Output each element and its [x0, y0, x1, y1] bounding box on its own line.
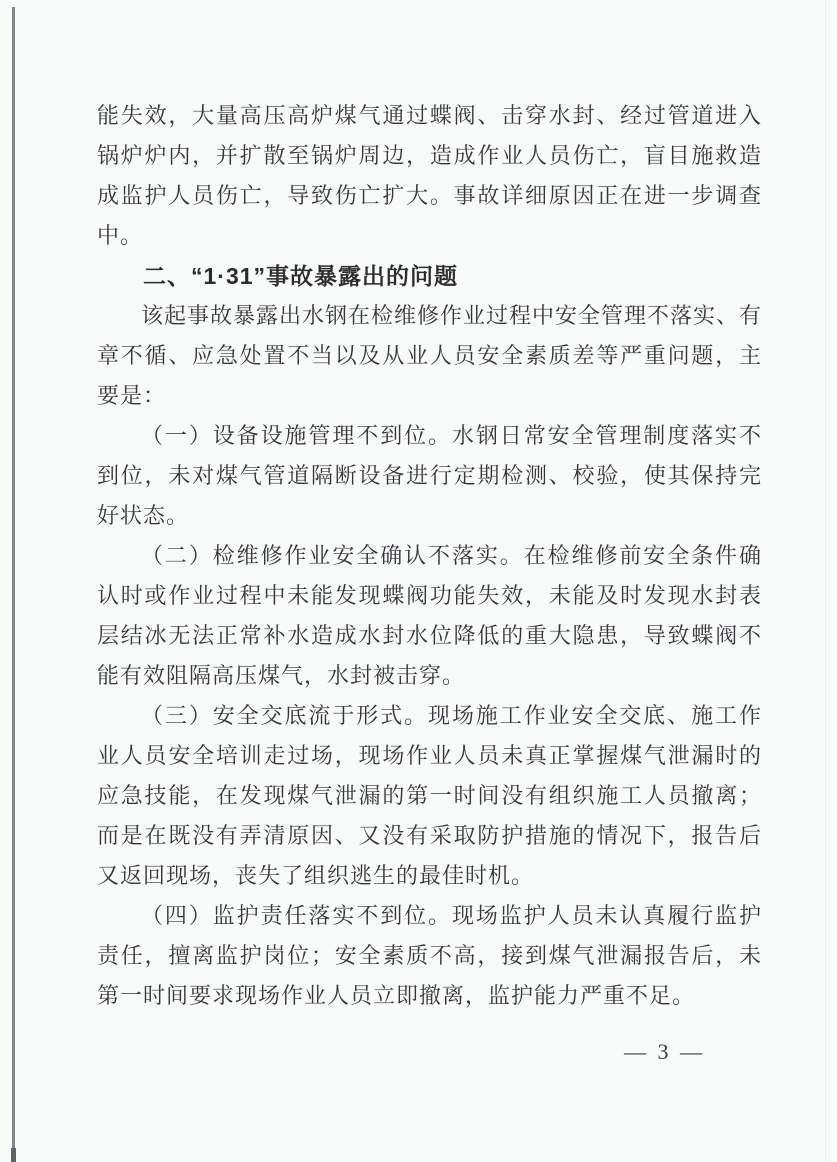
section-heading: 二、“1·31”事故暴露出的问题	[143, 263, 459, 289]
finding-item-4-text: 现场监护人员未认真履行监护责任，擅离监护岗位；安全素质不高，接到煤气泄漏报告后，未第一时间要求现场作业人员立即撤离，监护能力严重不足。	[97, 903, 762, 1008]
finding-item-4-lead: （四）监护责任落实不到位。	[141, 903, 452, 928]
finding-item-2-text: 在检维修前安全条件确认时或作业过程中未能发现蝶阀功能失效，未能及时发现水封表层结冰无法正常补水造成水封水位降低的重大隐患，导致蝶阀不能有效阻隔高压煤气，水封被击穿。	[97, 543, 762, 688]
finding-item-1	[97, 416, 762, 536]
finding-item-3	[97, 696, 762, 896]
page-number: — 3 —	[624, 1039, 705, 1064]
finding-item-4	[97, 896, 762, 1016]
finding-item-2-lead: （二）检维修作业安全确认不落实。	[141, 543, 524, 568]
document-body	[97, 96, 762, 1072]
finding-item-3-lead: （三）安全交底流于形式。	[141, 703, 429, 728]
finding-item-2	[97, 536, 762, 696]
paper-right-edge	[825, 0, 837, 1162]
finding-item-1-text: 水钢日常安全管理制度落实不到位，未对煤气管道隔断设备进行定期检测、校验，使其保持完好状态。	[97, 423, 762, 528]
finding-item-1-lead: （一）设备设施管理不到位。	[141, 423, 452, 448]
paragraph-intro-continuation: 能失效，大量高压高炉煤气通过蝶阀、击穿水封、经过管道进入锅炉炉内，并扩散至锅炉周边，造成作业人员伤亡，盲目施救造成监护人员伤亡，导致伤亡扩大。事故详细原因正在进一步调查中。	[97, 103, 762, 248]
scan-fold-line	[12, 7, 15, 1162]
finding-item-3-text: 现场施工作业安全交底、施工作业人员安全培训走过场，现场作业人员未真正掌握煤气泄漏时的应急技能，在发现煤气泄漏的第一时间没有组织施工人员撤离；而是在既没有弄清原因、又没有采取防护措施的情况下，报告后又返回现场，丧失了组织逃生的最佳时机。	[97, 703, 762, 888]
section-intro-paragraph: 该起事故暴露出水钢在检维修作业过程中安全管理不落实、有章不循、应急处置不当以及从业人员安全素质差等严重问题，主要是：	[97, 303, 763, 408]
